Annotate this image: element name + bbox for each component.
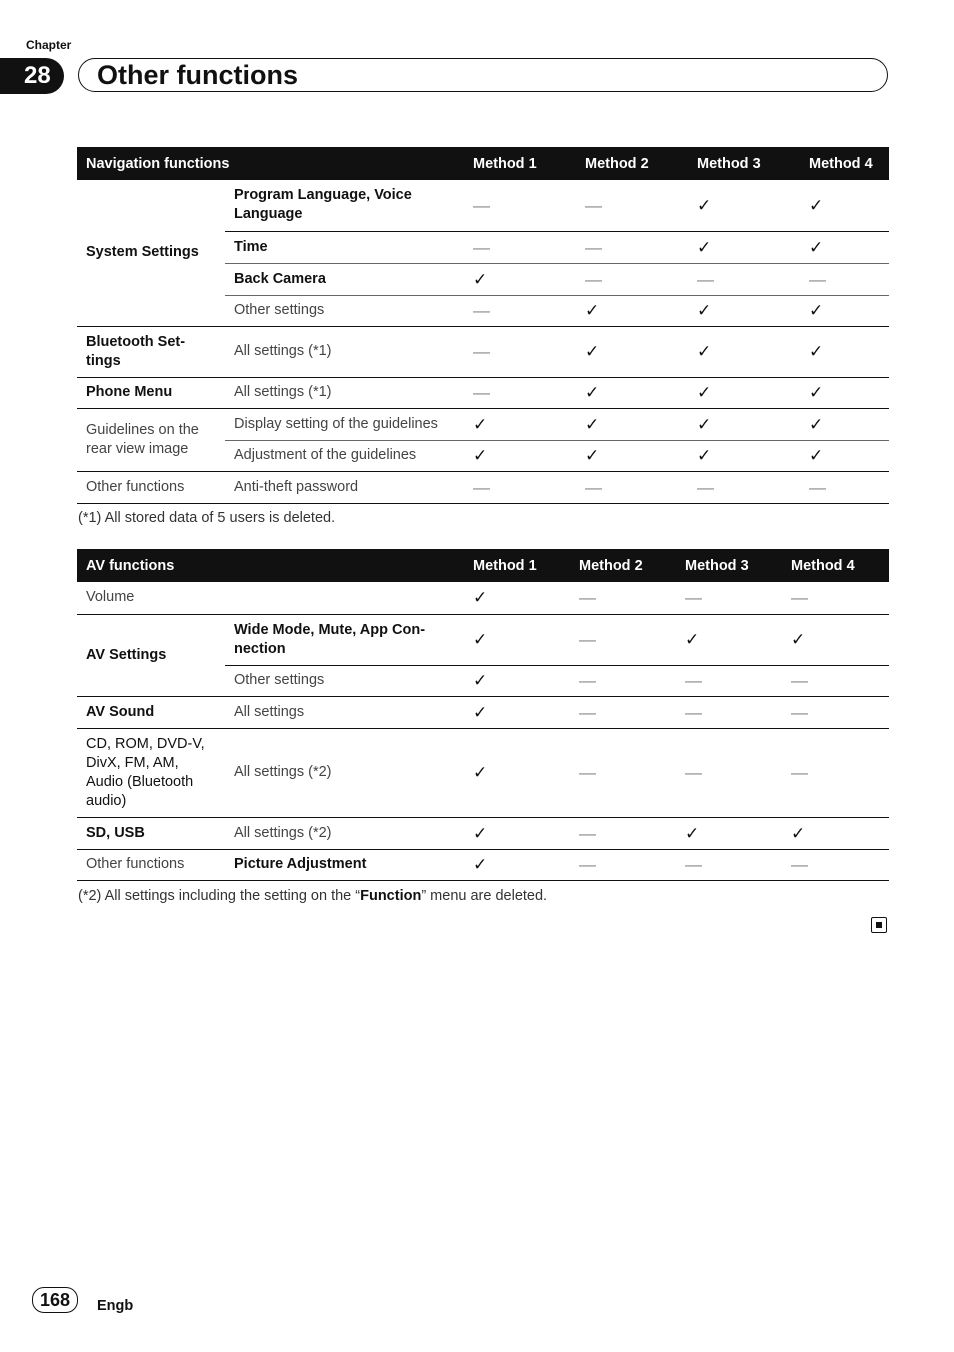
av-functions-table <box>77 549 889 881</box>
header-method-2: Method 2 <box>576 147 688 180</box>
method-cell: ✓ <box>576 408 688 440</box>
group-volume: Volume <box>77 582 464 614</box>
method-cell: — <box>570 614 676 665</box>
method-cell: — <box>782 665 889 696</box>
table-row <box>77 849 889 880</box>
method-cell: — <box>676 665 782 696</box>
language-code: Engb <box>97 1298 134 1314</box>
method-cell: — <box>576 180 688 231</box>
method-cell: ✓ <box>576 295 688 326</box>
method-cell: — <box>688 471 800 503</box>
row-item: All settings (*2) <box>225 728 464 817</box>
method-cell: — <box>464 326 576 377</box>
method-cell: — <box>570 849 676 880</box>
navigation-functions-table <box>77 147 889 504</box>
header-method-3: Method 3 <box>688 147 800 180</box>
table-row <box>77 408 889 440</box>
row-item: Time <box>225 231 464 263</box>
method-cell: ✓ <box>576 326 688 377</box>
method-cell: — <box>464 295 576 326</box>
table-row <box>77 582 889 614</box>
group-phone-menu: Phone Menu <box>77 377 225 408</box>
method-cell: ✓ <box>800 295 889 326</box>
header-method-1: Method 1 <box>464 147 576 180</box>
section-end-icon <box>871 917 887 933</box>
group-sd-usb: SD, USB <box>77 817 225 849</box>
method-cell: — <box>800 471 889 503</box>
row-item: All settings (*1) <box>225 377 464 408</box>
row-item: Other settings <box>225 665 464 696</box>
group-other-functions: Other functions <box>77 471 225 503</box>
method-cell: ✓ <box>800 377 889 408</box>
method-cell: ✓ <box>800 326 889 377</box>
method-cell: ✓ <box>464 849 570 880</box>
method-cell: ✓ <box>800 440 889 471</box>
method-cell: — <box>800 263 889 295</box>
group-sources: CD, ROM, DVD-V, DivX, FM, AM, Audio (Bluetooth audio) <box>77 728 225 817</box>
group-system-settings: System Settings <box>77 180 225 326</box>
method-cell: ✓ <box>688 180 800 231</box>
row-item: Back Camera <box>225 263 464 295</box>
footnote-2-prefix: (*2) All settings including the setting on the “ <box>78 888 361 904</box>
header-method-4: Method 4 <box>800 147 889 180</box>
header-method-2: Method 2 <box>570 549 676 582</box>
method-cell: — <box>688 263 800 295</box>
method-cell: — <box>782 728 889 817</box>
row-item: Anti-theft password <box>225 471 464 503</box>
table-header-row <box>77 147 889 180</box>
row-item: All settings <box>225 696 464 728</box>
table-row <box>77 326 889 377</box>
method-cell: ✓ <box>800 408 889 440</box>
method-cell: ✓ <box>464 408 576 440</box>
method-cell: — <box>576 231 688 263</box>
method-cell: ✓ <box>688 440 800 471</box>
method-cell: — <box>576 263 688 295</box>
method-cell: ✓ <box>688 408 800 440</box>
table-row <box>77 377 889 408</box>
method-cell: ✓ <box>464 263 576 295</box>
method-cell: ✓ <box>464 582 570 614</box>
method-cell: — <box>676 582 782 614</box>
method-cell: — <box>676 728 782 817</box>
footnote-2-bold: Function <box>360 888 422 904</box>
table-row <box>77 180 889 231</box>
header-method-3: Method 3 <box>676 549 782 582</box>
method-cell: — <box>464 180 576 231</box>
method-cell: ✓ <box>464 728 570 817</box>
method-cell: — <box>676 696 782 728</box>
title-bar <box>78 58 888 92</box>
page-number: 168 <box>32 1287 78 1313</box>
method-cell: ✓ <box>688 295 800 326</box>
footnote-2 <box>78 888 547 904</box>
group-av-sound: AV Sound <box>77 696 225 728</box>
method-cell: ✓ <box>782 614 889 665</box>
table-row <box>77 696 889 728</box>
method-cell: ✓ <box>688 377 800 408</box>
row-item: All settings (*2) <box>225 817 464 849</box>
method-cell: — <box>782 582 889 614</box>
method-cell: — <box>570 582 676 614</box>
row-item: Other settings <box>225 295 464 326</box>
method-cell: — <box>570 665 676 696</box>
table-header-row <box>77 549 889 582</box>
method-cell: — <box>464 231 576 263</box>
group-av-settings: AV Settings <box>77 614 225 696</box>
method-cell: — <box>782 696 889 728</box>
row-item: Program Language, Voice Language <box>225 180 464 231</box>
method-cell: ✓ <box>464 696 570 728</box>
method-cell: ✓ <box>464 614 570 665</box>
table-row <box>77 471 889 503</box>
footnote-1: (*1) All stored data of 5 users is deleted. <box>78 510 336 526</box>
row-item: All settings (*1) <box>225 326 464 377</box>
method-cell: ✓ <box>688 326 800 377</box>
method-cell: ✓ <box>464 440 576 471</box>
method-cell: ✓ <box>688 231 800 263</box>
chapter-label: Chapter <box>26 38 72 52</box>
method-cell: — <box>676 849 782 880</box>
method-cell: ✓ <box>576 377 688 408</box>
method-cell: — <box>464 377 576 408</box>
method-cell: ✓ <box>800 180 889 231</box>
page-title: Other functions <box>97 60 298 90</box>
method-cell: — <box>576 471 688 503</box>
method-cell: ✓ <box>676 817 782 849</box>
method-cell: — <box>570 696 676 728</box>
method-cell: — <box>570 817 676 849</box>
method-cell: — <box>464 471 576 503</box>
method-cell: — <box>782 849 889 880</box>
header-method-4: Method 4 <box>782 549 889 582</box>
row-item: Picture Adjustment <box>225 849 464 880</box>
method-cell: ✓ <box>782 817 889 849</box>
method-cell: ✓ <box>800 231 889 263</box>
table-row <box>77 614 889 665</box>
header-method-1: Method 1 <box>464 549 570 582</box>
group-other-functions: Other functions <box>77 849 225 880</box>
row-item: Wide Mode, Mute, App Con-nection <box>225 614 464 665</box>
table-row <box>77 728 889 817</box>
header-navigation-functions: Navigation functions <box>77 147 464 180</box>
table-row <box>77 817 889 849</box>
group-guidelines: Guidelines on the rear view image <box>77 408 225 471</box>
method-cell: ✓ <box>676 614 782 665</box>
group-bluetooth-settings: Bluetooth Set-tings <box>77 326 225 377</box>
method-cell: ✓ <box>576 440 688 471</box>
method-cell: ✓ <box>464 665 570 696</box>
header-av-functions: AV functions <box>77 549 464 582</box>
footnote-2-suffix: ” menu are deleted. <box>421 888 548 904</box>
chapter-number-badge: 28 <box>0 58 64 94</box>
method-cell: ✓ <box>464 817 570 849</box>
row-item: Display setting of the guidelines <box>225 408 464 440</box>
row-item: Adjustment of the guidelines <box>225 440 464 471</box>
method-cell: — <box>570 728 676 817</box>
